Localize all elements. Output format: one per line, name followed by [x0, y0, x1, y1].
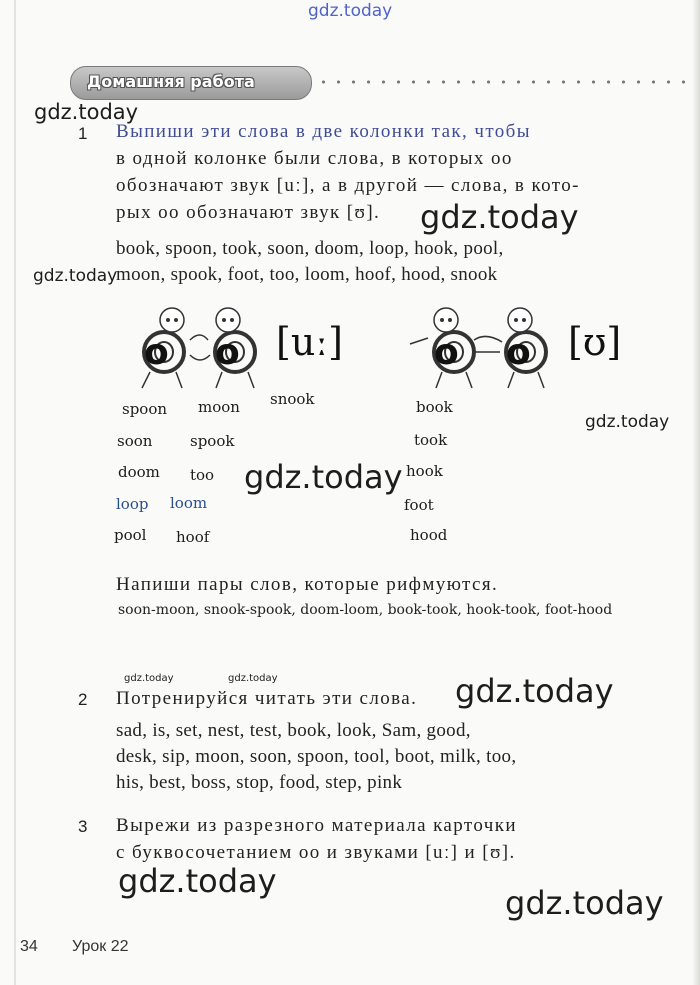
answer-word: snook: [270, 390, 315, 408]
watermark-top: gdz.today: [308, 1, 393, 21]
answer-word: spoon: [122, 400, 168, 418]
scan-edge: [692, 0, 700, 985]
answer-word: soon: [117, 432, 153, 450]
answer-word: took: [414, 431, 448, 449]
word-list-line: his, best, boss, stop, food, step, pink: [116, 772, 403, 793]
lesson-label: Урок 22: [72, 938, 129, 955]
svg-text:o: o: [506, 332, 531, 373]
phonetic-symbol-long: [uː]: [276, 320, 343, 364]
task-instruction-line: в одной колонке были слова, в которых оо: [116, 148, 513, 169]
answer-word: loop: [116, 495, 149, 513]
phonetic-symbol-short: [ʊ]: [568, 320, 622, 364]
dancing-o-letters-illustration: [120, 300, 270, 392]
watermark: gdz.today: [118, 862, 277, 900]
answer-word: moon: [198, 398, 240, 416]
task-title: Потренируйся читать эти слова.: [116, 688, 418, 709]
task-number: 3: [78, 817, 88, 836]
rhyme-prompt: Напиши пары слов, которые рифмуются.: [116, 574, 499, 595]
watermark: gdz.today: [33, 266, 118, 286]
watermark: gdz.today: [455, 672, 614, 710]
svg-text:o: o: [215, 332, 240, 373]
answer-word: doom: [118, 463, 160, 481]
task-instruction-line: обозначают звук [uː], а в другой — слова, в кото-: [116, 175, 580, 196]
dotted-rule: [316, 80, 686, 84]
page-edge-shadow: [14, 0, 16, 985]
dancing-o-letters-illustration: [408, 300, 558, 392]
answer-word: pool: [114, 526, 147, 544]
watermark: gdz.today: [505, 884, 664, 922]
task-instruction-line: Вырежи из разрезного материала карточки: [116, 815, 517, 836]
task-number: 1: [78, 124, 88, 143]
word-list-line: sad, is, set, nest, test, book, look, Sam, good,: [116, 720, 471, 741]
page-number: 34: [20, 938, 38, 955]
task-number: 2: [78, 690, 88, 709]
answer-word: too: [190, 466, 215, 484]
answer-word: book: [416, 398, 453, 416]
watermark: gdz.today: [585, 412, 670, 432]
word-list-line: desk, sip, moon, soon, spoon, tool, boot, milk, too,: [116, 746, 517, 767]
task-instruction-line: с буквосочетанием оо и звуками [uː] и [ʊ].: [116, 842, 516, 863]
section-title: Домашняя работа: [87, 72, 255, 91]
answer-word: hook: [406, 462, 443, 480]
watermark: gdz.today: [124, 673, 174, 684]
svg-text:o: o: [434, 332, 459, 373]
word-list-line: moon, spook, foot, too, loom, hoof, hood, snook: [116, 264, 498, 285]
section-banner: [70, 66, 312, 100]
watermark: gdz.today: [34, 100, 139, 124]
rhyme-answer: soon-moon, snook-spook, doom-loom, book-took, hook-took, foot-hood: [118, 602, 613, 618]
answer-word: loom: [170, 494, 208, 512]
answer-word: spook: [190, 432, 235, 450]
svg-text:o: o: [144, 332, 169, 373]
task-instruction-line: Выпиши эти слова в две колонки так, чтобы: [116, 121, 531, 142]
watermark: gdz.today: [420, 198, 579, 236]
answer-word: foot: [404, 496, 434, 514]
word-list-line: book, spoon, took, soon, doom, loop, hook, pool,: [116, 238, 504, 259]
answer-word: hood: [410, 526, 448, 544]
task-instruction-line: рых оо обозначают звук [ʊ].: [116, 202, 381, 223]
watermark: gdz.today: [228, 673, 278, 684]
answer-word: hoof: [176, 528, 210, 546]
watermark: gdz.today: [244, 458, 403, 496]
